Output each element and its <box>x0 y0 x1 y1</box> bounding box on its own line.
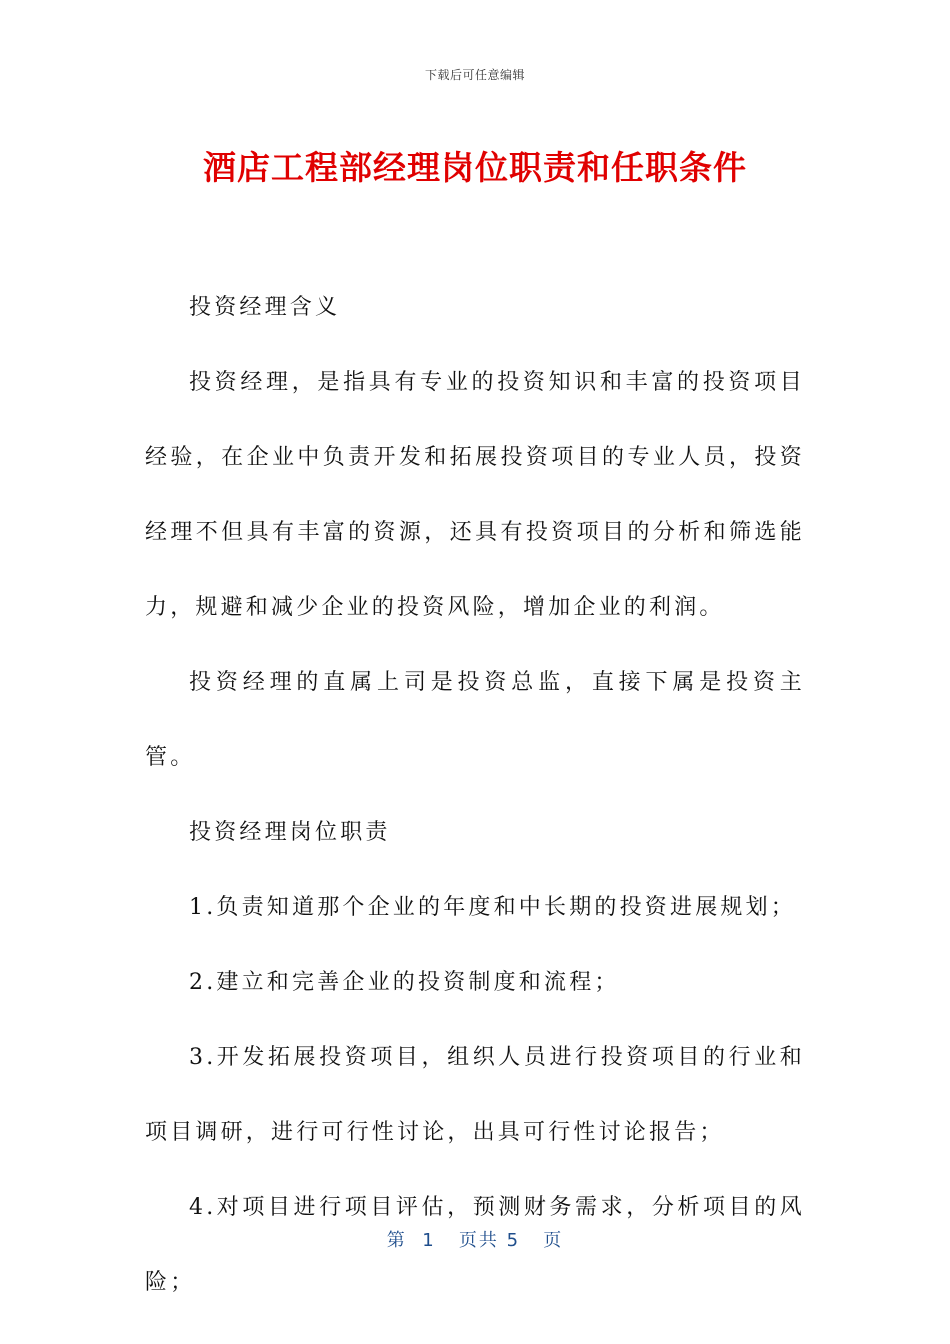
document-title: 酒店工程部经理岗位职责和任职条件 <box>203 148 747 187</box>
duty-item-1: 1.负责知道那个企业的年度和中长期的投资进展规划； <box>189 895 796 920</box>
paragraph-heading-duties: 投资经理岗位职责 <box>189 820 391 845</box>
duty-item-4: 4.对项目进行项目评估，预测财务需求，分析项目的风险； <box>145 1195 805 1295</box>
paragraph-reporting-line: 投资经理的直属上司是投资总监，直接下属是投资主管。 <box>145 670 805 770</box>
paragraph-heading-definition: 投资经理含义 <box>189 295 341 320</box>
duty-item-3: 3.开发拓展投资项目，组织人员进行投资项目的行业和项目调研，进行可行性讨论，出具可行性讨论报告； <box>145 1045 805 1145</box>
duty-item-2: 2.建立和完善企业的投资制度和流程； <box>189 970 620 995</box>
header-note: 下载后可任意编辑 <box>424 68 525 82</box>
paragraph-definition: 投资经理，是指具有专业的投资知识和丰富的投资项目经验，在企业中负责开发和拓展投资项目的专业人员，投资经理不但具有丰富的资源，还具有投资项目的分析和筛选能力，规避和减少企业的投资风险，增加企业的利润。 <box>145 370 805 620</box>
document-body <box>145 270 805 1320</box>
page-number-footer: 第 1 页共 5 页 <box>386 1230 564 1251</box>
